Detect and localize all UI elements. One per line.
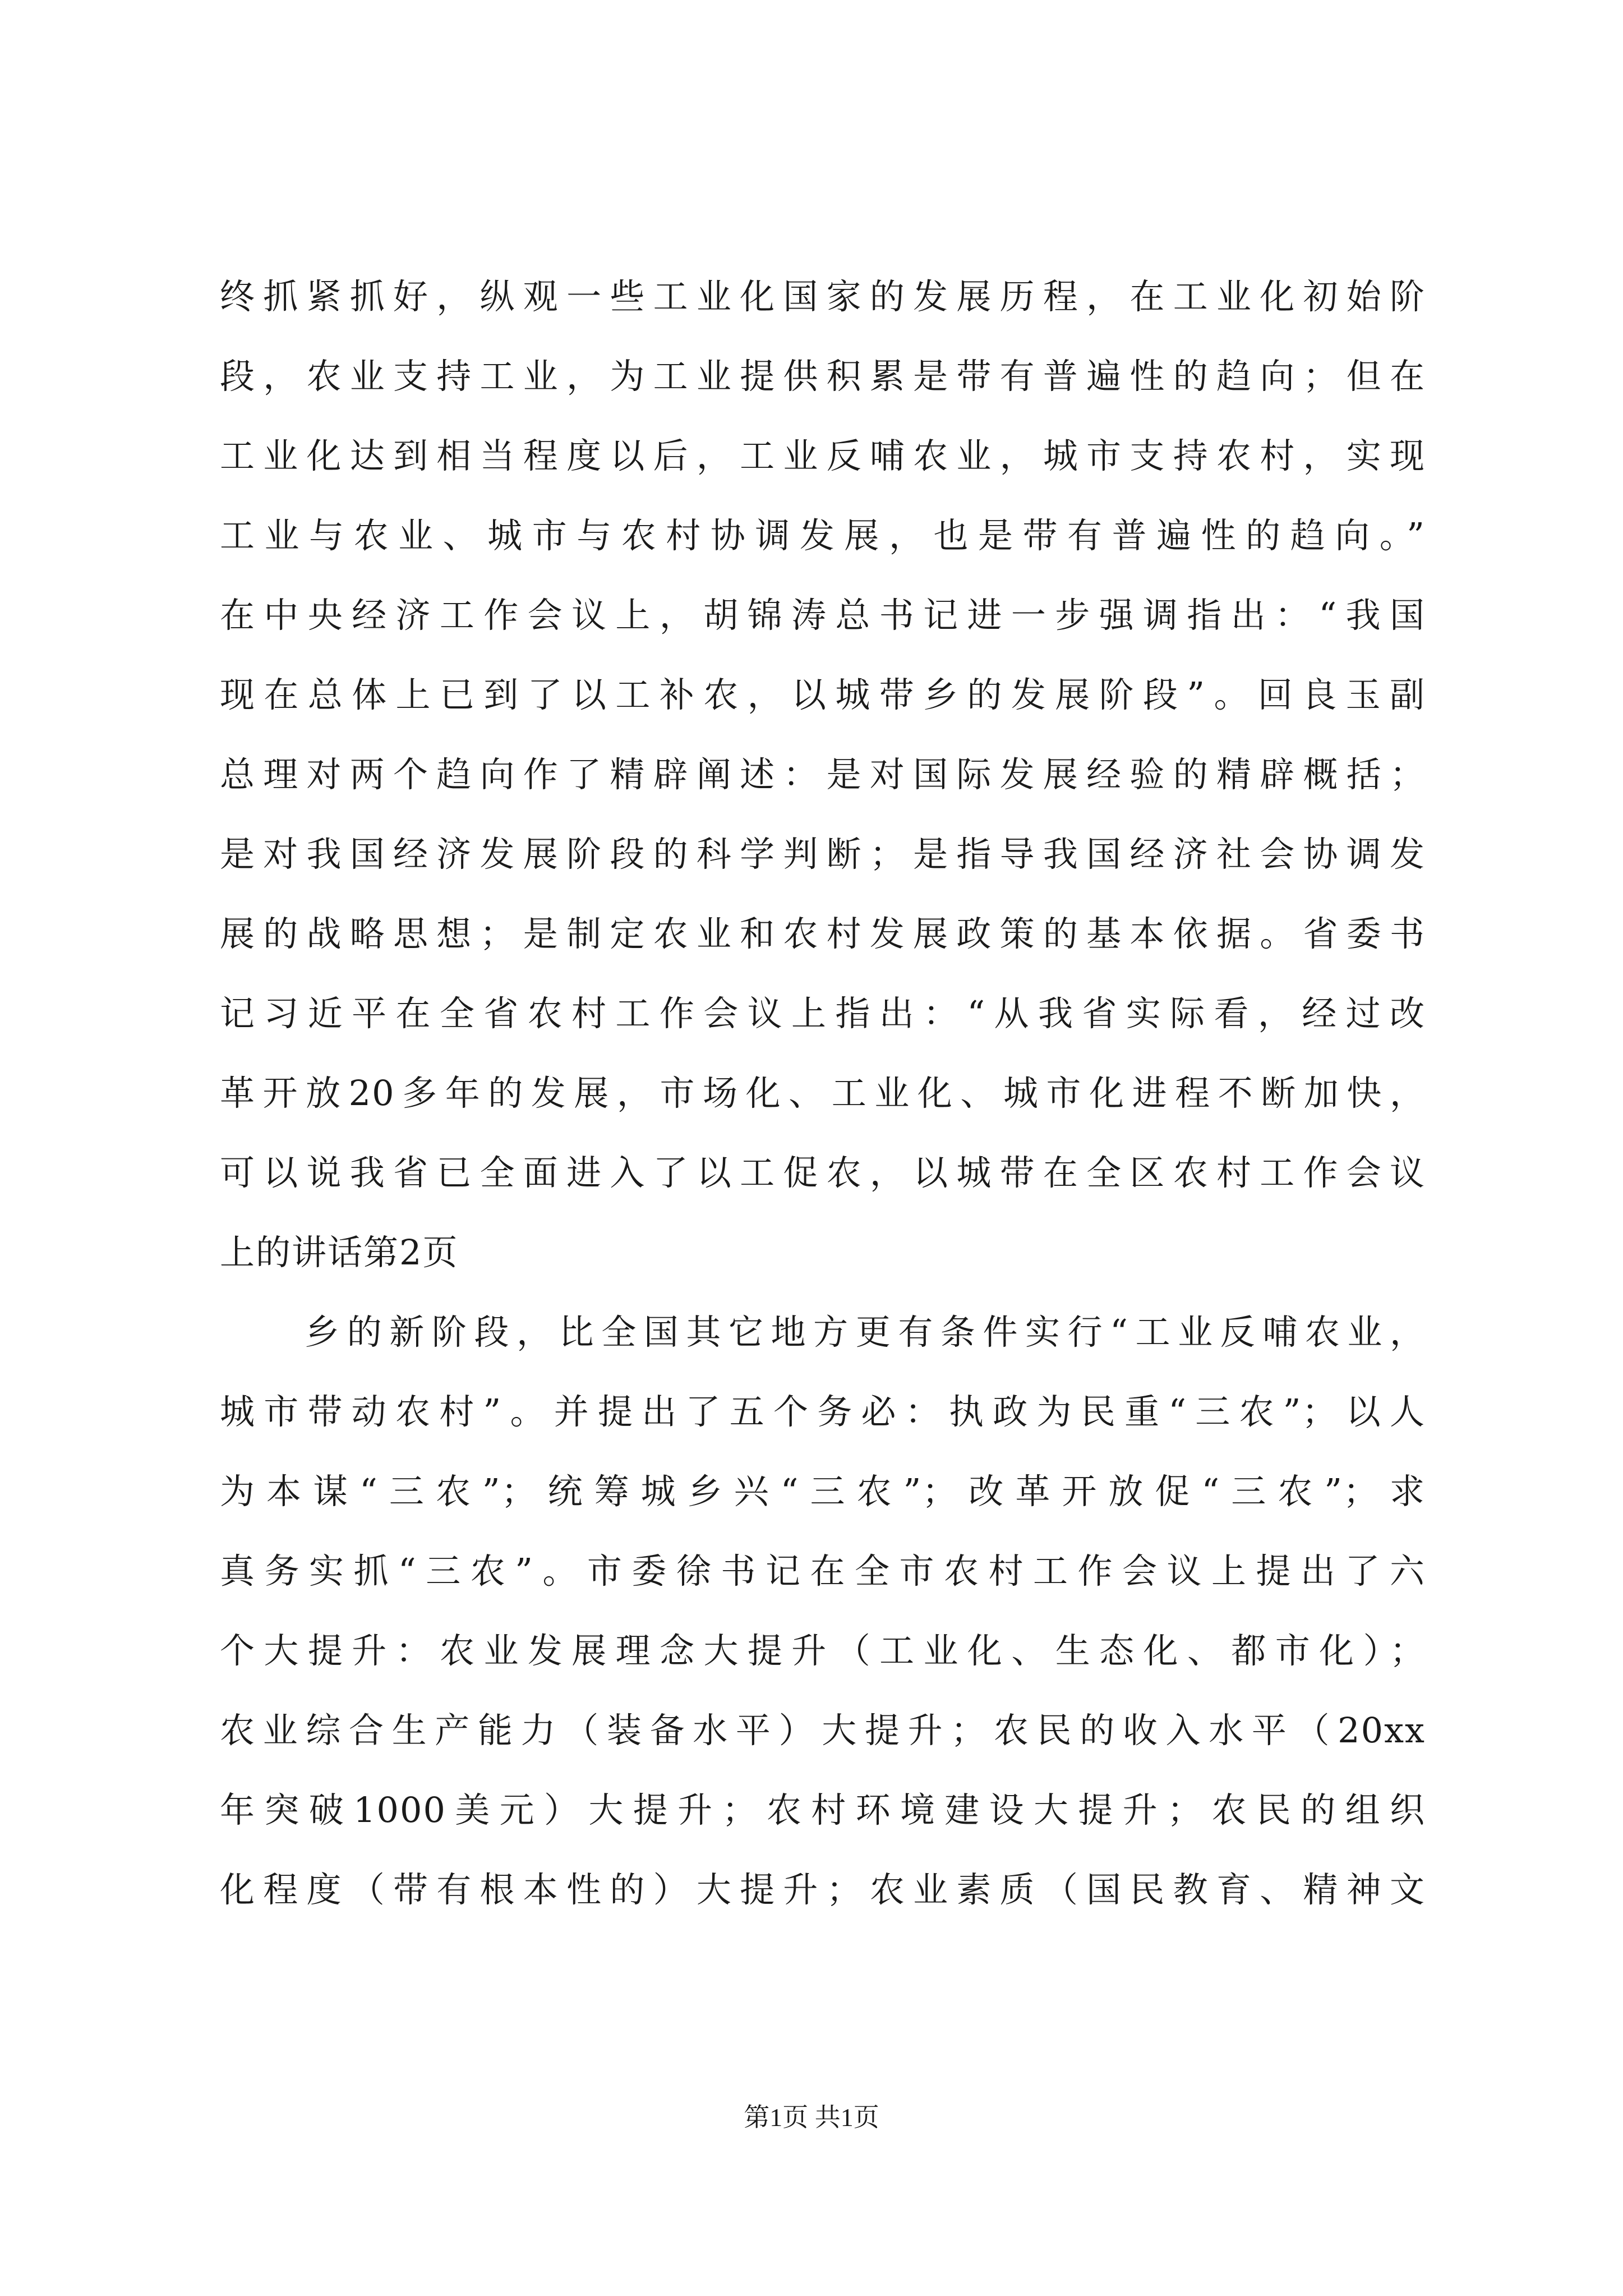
text-line: 上的讲话第2页 <box>220 1232 459 1273</box>
text-line: 可以说我省已全面进入了以工促农，以城带在全区农村工作会议 <box>220 1152 1426 1193</box>
text-line: 是对我国经济发展阶段的科学判断；是指导我国经济社会协调发 <box>220 834 1426 875</box>
text-line: 总理对两个趋向作了精辟阐述：是对国际发展经验的精辟概括； <box>220 754 1426 795</box>
text-line: 记习近平在全省农村工作会议上指出：“从我省实际看，经过改 <box>220 993 1426 1034</box>
text-line: 革开放20多年的发展，市场化、工业化、城市化进程不断加快， <box>220 1073 1426 1114</box>
text-line: 工业化达到相当程度以后，工业反哺农业，城市支持农村，实现 <box>220 435 1426 476</box>
text-line: 城市带动农村”。并提出了五个务必：执政为民重“三农”；以人 <box>220 1391 1426 1432</box>
text-line: 化程度（带有根本性的）大提升；农业素质（国民教育、精神文 <box>220 1869 1426 1910</box>
text-line: 为本谋“三农”；统筹城乡兴“三农”；改革开放促“三农”；求 <box>220 1471 1426 1512</box>
text-line: 现在总体上已到了以工补农，以城带乡的发展阶段”。回良玉副 <box>220 674 1426 715</box>
page-footer: 第1页 共1页 <box>744 2103 879 2132</box>
text-line: 终抓紧抓好，纵观一些工业化国家的发展历程，在工业化初始阶 <box>220 276 1426 317</box>
text-line: 展的战略思想；是制定农业和农村发展政策的基本依据。省委书 <box>220 913 1426 954</box>
text-line: 农业综合生产能力（装备水平）大提升；农民的收入水平（20xx <box>220 1710 1426 1751</box>
text-line: 段，农业支持工业，为工业提供积累是带有普遍性的趋向；但在 <box>220 356 1426 397</box>
text-line: 年突破1000美元）大提升；农村环境建设大提升；农民的组织 <box>220 1789 1426 1830</box>
text-line: 真务实抓“三农”。市委徐书记在全市农村工作会议上提出了六 <box>220 1550 1426 1591</box>
text-line: 在中央经济工作会议上，胡锦涛总书记进一步强调指出：“我国 <box>220 595 1426 636</box>
text-line: 乡的新阶段，比全国其它地方更有条件实行“工业反哺农业， <box>220 1312 1426 1352</box>
text-line: 工业与农业、城市与农村协调发展，也是带有普遍性的趋向。” <box>220 515 1426 556</box>
text-line: 个大提升：农业发展理念大提升（工业化、生态化、都市化）； <box>220 1630 1426 1671</box>
body-text <box>220 257 1426 1930</box>
